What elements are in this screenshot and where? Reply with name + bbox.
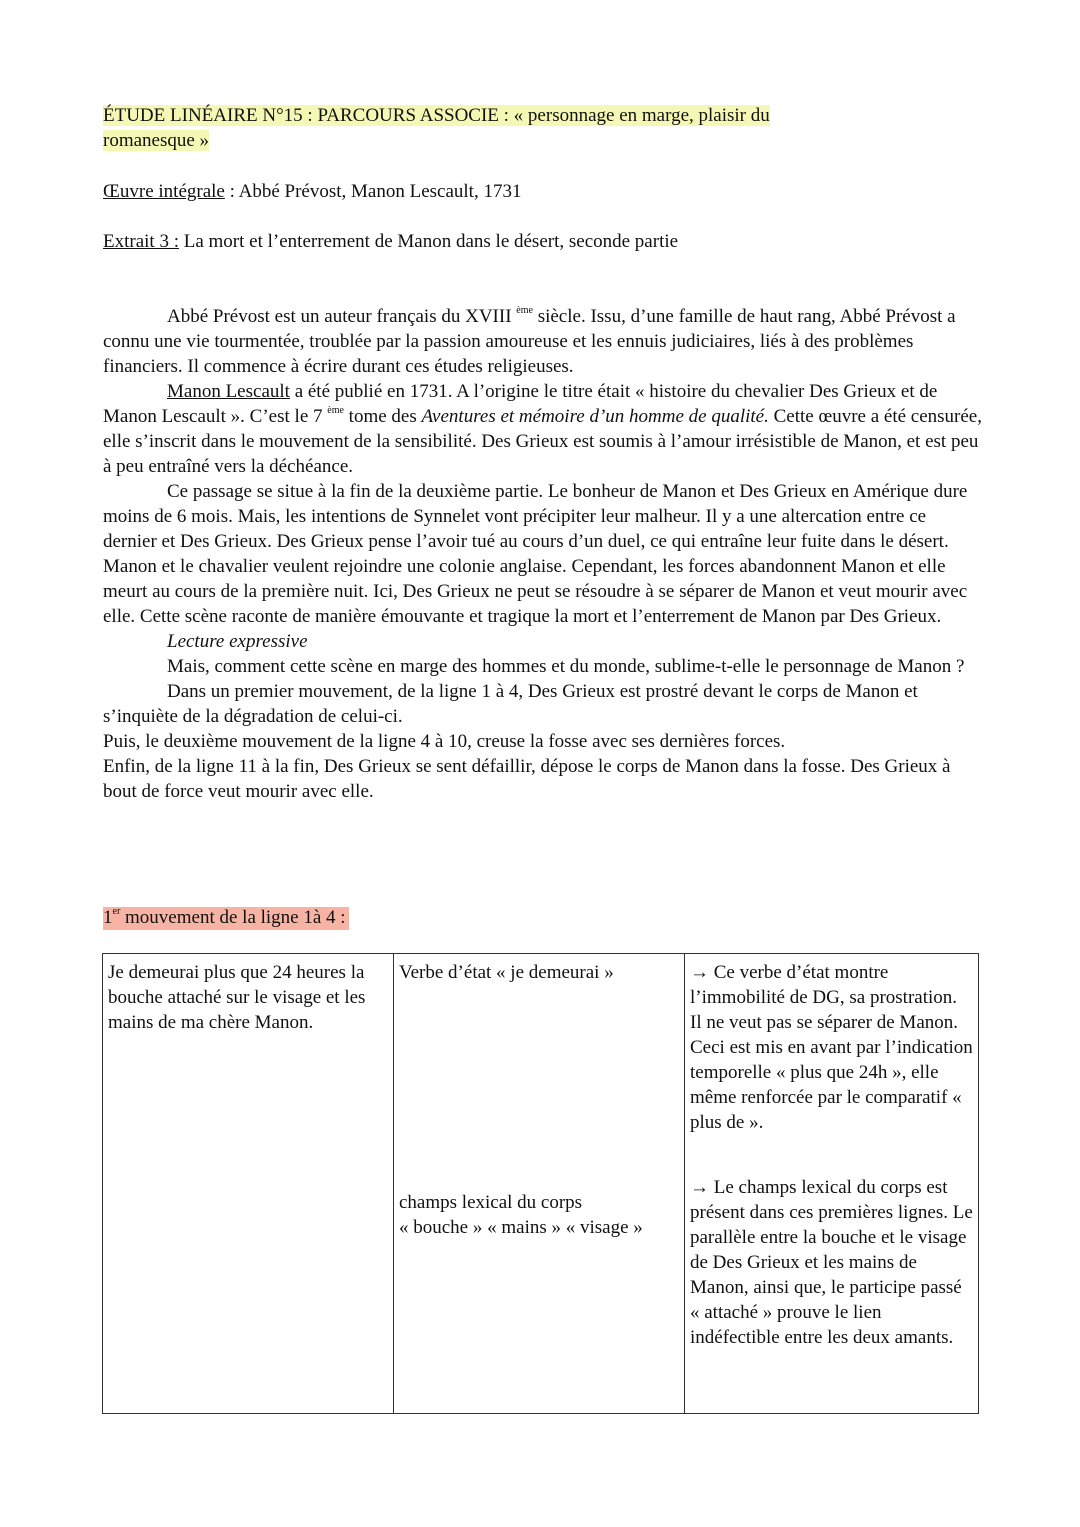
intro-p1-text-a: Abbé Prévost est un auteur français du XVIII [167,306,517,327]
section-label: mouvement de la ligne 1à 4 : [120,907,346,928]
intro-p2-title: Manon Lescault [167,381,290,402]
intro-p2-italic: Aventures et mémoire d’un homme de qualité. [421,406,769,427]
section-num: 1 [103,907,113,928]
section-heading-highlight [103,907,349,930]
work-label: Œuvre intégrale [103,181,225,202]
title-line-2: romanesque » [103,130,210,151]
intro-reading: Lecture expressive [167,631,308,652]
intro-movement-1: Dans un premier mouvement, de la ligne 1 à 4, Des Grieux est prostré devant le corps de Manon et s’inquiète de la dégradation de celui-ci. [103,681,918,727]
intro-p2-text-b: tome des [343,406,422,427]
intro-p1-sup: ème [516,305,533,316]
excerpt-value: La mort et l’enterrement de Manon dans le désert, seconde partie [178,231,679,252]
introduction [103,304,983,804]
section-sup: er [112,906,121,917]
quote-text: Je demeurai plus que 24 heures la bouche attaché sur le visage et les mains de ma chère Manon. [108,962,366,1033]
quote-cell [103,954,394,1414]
excerpt-label: Extrait 3 : [103,231,179,252]
intro-p2-text-a: a été publié en 1731. A l’origine le titre était « histoire du chevalier Des Grieux et de Manon Lescault ». C’est le 7 [103,381,938,427]
intro-p2-sup: ème [327,405,344,416]
work-line [103,179,983,204]
work-value: : Abbé Prévost, Manon Lescault, 1731 [224,181,522,202]
intro-movement-3: Enfin, de la ligne 11 à la fin, Des Grieux se sent défaillir, dépose le corps de Manon dans la fosse. Des Grieux à bout de force veut mourir avec elle. [103,756,951,802]
intro-paragraph-context: Ce passage se situe à la fin de la deuxième partie. Le bonheur de Manon et Des Grieux en Amérique dure moins de 6 mois. Mais, les intentions de Synnelet vont précipiter leur malheur. Il y a une altercation entre ce dernier et Des Grieux. Des Grieux pense l’avoir tué au cours d’un duel, ce qui entraîne leur fuite dans le désert. Manon et le chavalier veulent rejoindre une colonie anglaise. Cependant, les forces abandonnent Manon et elle meurt au cours de la première nuit. Ici, Des Grieux ne peut se résoudre à se séparer de Manon et veut mourir avec elle. Cette scène raconte de manière émouvante et tragique la mort et l’enterrement de Manon par Des Grieux. [103,481,968,627]
intro-p2-text-c: Cette œuvre a été censurée, elle s’inscrit dans le mouvement de la sensibilité. Des Grieux est soumis à l’amour irrésistible de Manon, et est peu à peu entraîné vers la déchéance. [103,406,982,477]
process-1: Verbe d’état « je demeurai » [399,962,614,983]
interpretation-spacer [690,1135,973,1175]
interpretation-cell [685,954,979,1414]
intro-movement-2: Puis, le deuxième mouvement de la ligne 4 à 10, creuse la fosse avec ses dernières forces. [103,731,786,752]
excerpt-line [103,229,983,254]
intro-paragraph-work [103,379,983,479]
intro-problematic: Mais, comment cette scène en marge des hommes et du monde, sublime-t-elle le personnage de Manon ? [167,656,965,677]
table-row [103,954,979,1414]
intro-paragraph-author [103,304,983,379]
document-title [103,103,983,153]
title-line-1: ÉTUDE LINÉAIRE N°15 : PARCOURS ASSOCIE : « personnage en marge, plaisir du [103,105,770,126]
process-2-line-2: « bouche » « mains » « visage » [399,1217,643,1238]
analysis-table [102,953,979,1414]
process-cell [394,954,685,1414]
intro-p1-text-b: siècle. Issu, d’une famille de haut rang, Abbé Prévost a connu une vie tourmentée, troublée par la passion amoureuse et les ennuis judiciaires, liés à des problèmes financiers. Il commence à écrire durant ces études religieuses. [103,306,956,377]
interpretation-1: → Ce verbe d’état montre l’immobilité de DG, sa prostration. Il ne veut pas se séparer de Manon. Ceci est mis en avant par l’indication temporelle « plus que 24h », elle même renforcée par le comparatif « plus de ». [690,962,973,1133]
process-2-line-1: champs lexical du corps [399,1192,583,1213]
section-heading [103,905,983,930]
interpretation-2: → Le champs lexical du corps est présent dans ces premières lignes. Le parallèle entre la bouche et le visage de Des Grieux et les mains de Manon, ainsi que, le participe passé « attaché » prouve le lien indéfectible entre les deux amants. [690,1177,973,1348]
